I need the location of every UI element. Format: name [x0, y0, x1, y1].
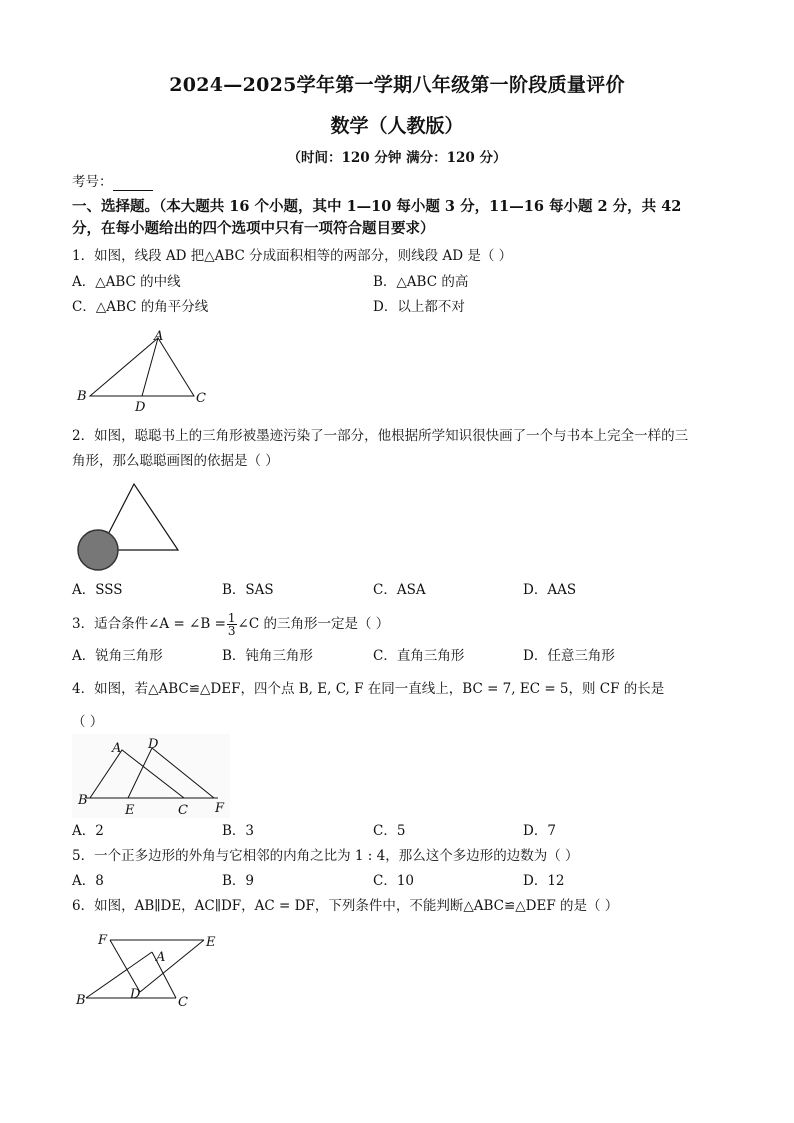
- q6-label-f: F: [98, 933, 108, 948]
- q3-fraction: [227, 612, 237, 637]
- section-heading-line1: 一、选择题。（本大题共 16 个小题，其中 1—10 每小题 3 分，11—16 每小题 2 分，共 42: [72, 198, 682, 215]
- q4-label-d: D: [148, 737, 159, 752]
- exam-subject: 数学（人教版）: [330, 115, 464, 137]
- q4-label-c: C: [178, 803, 188, 818]
- q3-option-a: A．锐角三角形: [72, 648, 163, 664]
- q3-option-c: C．直角三角形: [373, 648, 465, 664]
- q3-stem-post: ∠C 的三角形一定是（ ）: [237, 616, 390, 632]
- question-4-stem-line1: 4．如图，若△ABC≌△DEF，四个点 B, E, C, F 在同一直线上，BC = 7, EC = 5，则 CF 的长是: [72, 681, 665, 697]
- question-6-stem: 6．如图，AB∥DE，AC∥DF，AC = DF，下列条件中，不能判断△ABC≌△DEF 的是（ ）: [72, 898, 619, 914]
- q2-stained-triangle-figure: [72, 478, 187, 573]
- section-heading-line2: 分，在每小题给出的四个选项中只有一项符合题目要求）: [72, 220, 435, 237]
- q4-label-f: F: [215, 801, 225, 816]
- q4-option-b: B．3: [222, 823, 255, 839]
- q1-label-b: B: [77, 389, 87, 404]
- q4-triangles-figure: [72, 734, 230, 818]
- q5-option-d: D．12: [523, 873, 565, 889]
- question-5-stem: 5．一个正多边形的外角与它相邻的内角之比为 1 : 4，那么这个多边形的边数为（ ）: [72, 848, 579, 864]
- q4-option-a: A．2: [72, 823, 104, 839]
- q1-triangle-figure: [72, 328, 222, 414]
- q2-option-d: D．AAS: [523, 582, 577, 598]
- exam-number-label: 考号：: [72, 174, 113, 190]
- q6-label-c: C: [178, 995, 188, 1010]
- q1-label-a: A: [154, 329, 164, 344]
- q5-option-c: C．10: [373, 873, 415, 889]
- q6-label-d: D: [130, 987, 141, 1002]
- question-2-stem-line1: 2．如图，聪聪书上的三角形被墨迹污染了一部分，他根据所学知识很快画了一个与书本上完全一样的三: [72, 428, 689, 444]
- q4-label-b: B: [78, 793, 88, 808]
- question-1-stem: 1．如图，线段 AD 把△ABC 分成面积相等的两部分，则线段 AD 是（ ）: [72, 248, 513, 264]
- exam-number-line: [72, 173, 153, 191]
- q3-option-d: D．任意三角形: [523, 648, 615, 664]
- q6-parallel-triangles-figure: [72, 926, 222, 1012]
- q1-option-d: D．以上都不对: [373, 299, 465, 315]
- exam-title: 2024—2025学年第一学期八年级第一阶段质量评价: [169, 74, 625, 96]
- q3-stem-pre: 3．适合条件∠A = ∠B =: [72, 616, 226, 632]
- q2-option-a: A．SSS: [72, 582, 123, 598]
- question-2-stem-line2: 角形，那么聪聪画图的依据是（ ）: [72, 453, 279, 469]
- q5-option-a: A．8: [72, 873, 104, 889]
- q3-option-b: B．钝角三角形: [222, 648, 313, 664]
- ink-stain-icon: [78, 530, 118, 570]
- q5-option-b: B．9: [222, 873, 255, 889]
- question-4-stem-line2: （ ）: [72, 714, 104, 730]
- exam-number-blank[interactable]: [113, 176, 153, 191]
- q4-option-c: C．5: [373, 823, 406, 839]
- q1-option-c: C．△ABC 的角平分线: [72, 299, 209, 315]
- question-3-stem: [72, 612, 389, 637]
- q1-label-d: D: [135, 400, 146, 414]
- q2-option-b: B．SAS: [222, 582, 274, 598]
- q3-fraction-numerator: 1: [227, 611, 236, 625]
- exam-info: （时间：120 分钟 满分：120 分）: [287, 150, 507, 166]
- q1-label-c: C: [196, 391, 206, 406]
- q4-label-e: E: [125, 803, 135, 818]
- q1-option-b: B．△ABC 的高: [373, 274, 469, 290]
- q1-option-a: A．△ABC 的中线: [72, 274, 181, 290]
- q2-option-c: C．ASA: [373, 582, 426, 598]
- q4-label-a: A: [112, 741, 122, 756]
- q6-label-b: B: [76, 993, 86, 1008]
- q4-option-d: D．7: [523, 823, 556, 839]
- q6-label-e: E: [206, 935, 216, 950]
- q6-label-a: A: [156, 950, 166, 965]
- q3-fraction-denominator: 3: [227, 624, 236, 638]
